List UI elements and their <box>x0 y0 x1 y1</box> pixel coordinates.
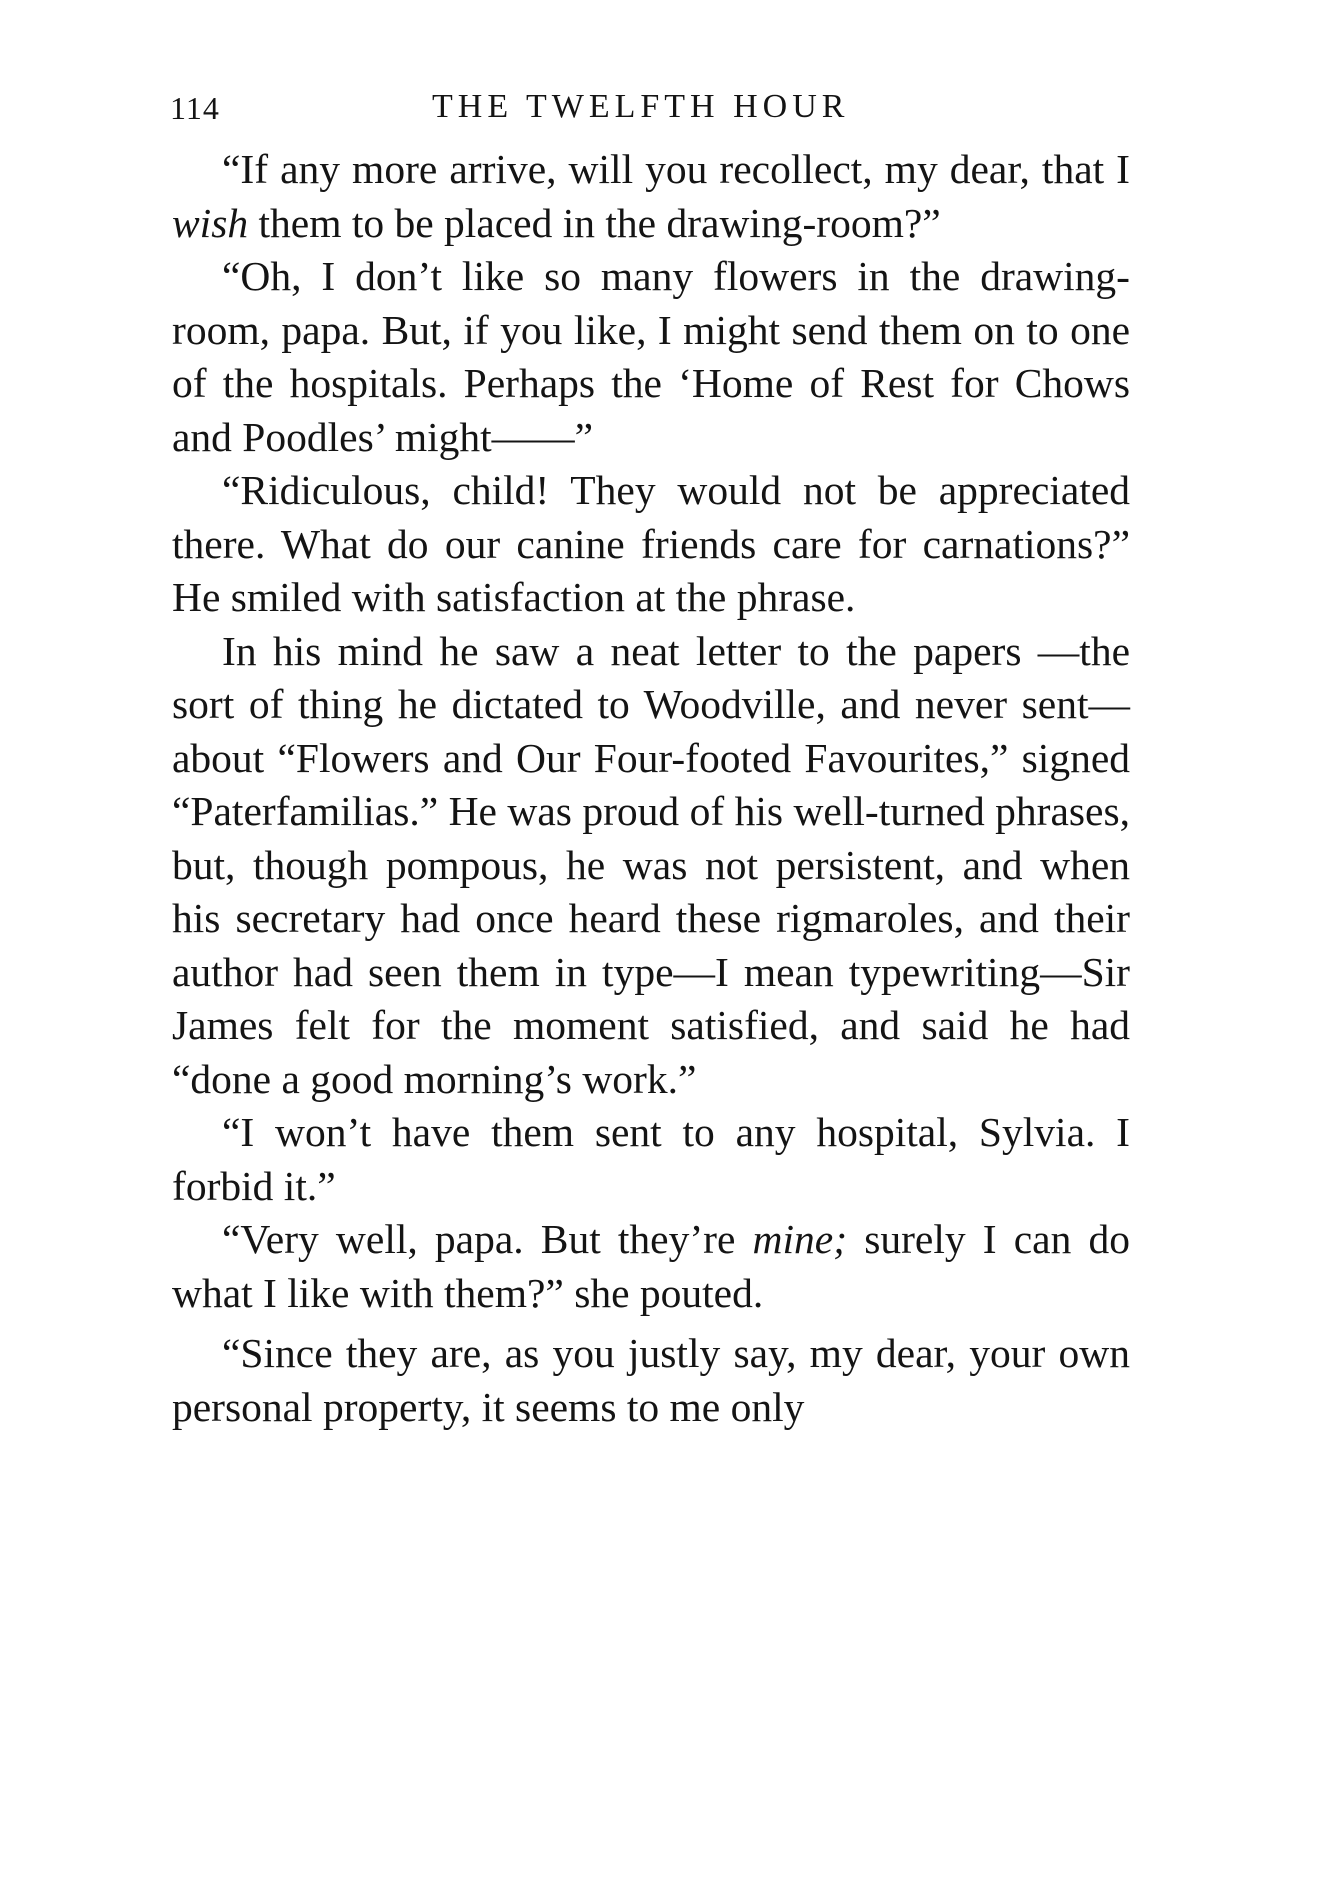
paragraph-segment: them to be placed in the drawing-room?” <box>248 199 941 246</box>
running-title: THE TWELFTH HOUR <box>432 88 850 125</box>
paragraph-4 <box>172 625 1130 1107</box>
italic-emphasis: mine; <box>752 1216 848 1262</box>
body-text <box>172 143 1130 1434</box>
paragraph-segment: “I won’t have them sent to any hospital, Sylvia. I forbid it.” <box>172 1109 1130 1209</box>
paragraph-segment: “Ridiculous, child! They would not be appreciated there. What do our canine friends care for carnations?” He smiled with satisfaction at the phrase. <box>172 467 1130 620</box>
paragraph-segment: “Very well, papa. But they’re <box>222 1216 753 1262</box>
paragraph-2 <box>172 250 1130 464</box>
paragraph-6 <box>172 1213 1130 1320</box>
paragraph-segment: “Since they are, as you justly say, my dear, your own personal property, it seems to me only <box>172 1330 1130 1430</box>
italic-emphasis: wish <box>172 199 249 246</box>
paragraph-5 <box>172 1106 1130 1213</box>
paragraph-segment: “Oh, I don’t like so many flowers in the drawing-room, papa. But, if you like, I might send them on to one of the hospitals. Perhaps the ‘Home of Rest for Chows and Poodles’ might——” <box>172 253 1130 460</box>
paragraph-3 <box>172 464 1130 625</box>
paragraph-segment: surely I can do what I like with them?” she pouted. <box>172 1216 1130 1316</box>
running-head <box>170 88 1130 138</box>
paragraph-segment: “If any more arrive, will you recollect, my dear, that I <box>222 146 1130 192</box>
page-number: 114 <box>170 90 220 126</box>
paragraph-7 <box>172 1327 1130 1434</box>
paragraph-1 <box>172 143 1130 250</box>
paragraph-segment: In his mind he saw a neat letter to the papers —the sort of thing he dictated to Woodville, and never sent—about “Flowers and Our Four-footed Favourites,” signed “Paterfamilias.” He was proud of his well-turned phrases, but, though pompous, he was not persistent, and when his secretary had once heard these rigmaroles, and their author had seen them in type—I mean typewriting—Sir James felt for the moment satisfied, and said he had “done a good morning’s work.” <box>172 627 1130 1102</box>
